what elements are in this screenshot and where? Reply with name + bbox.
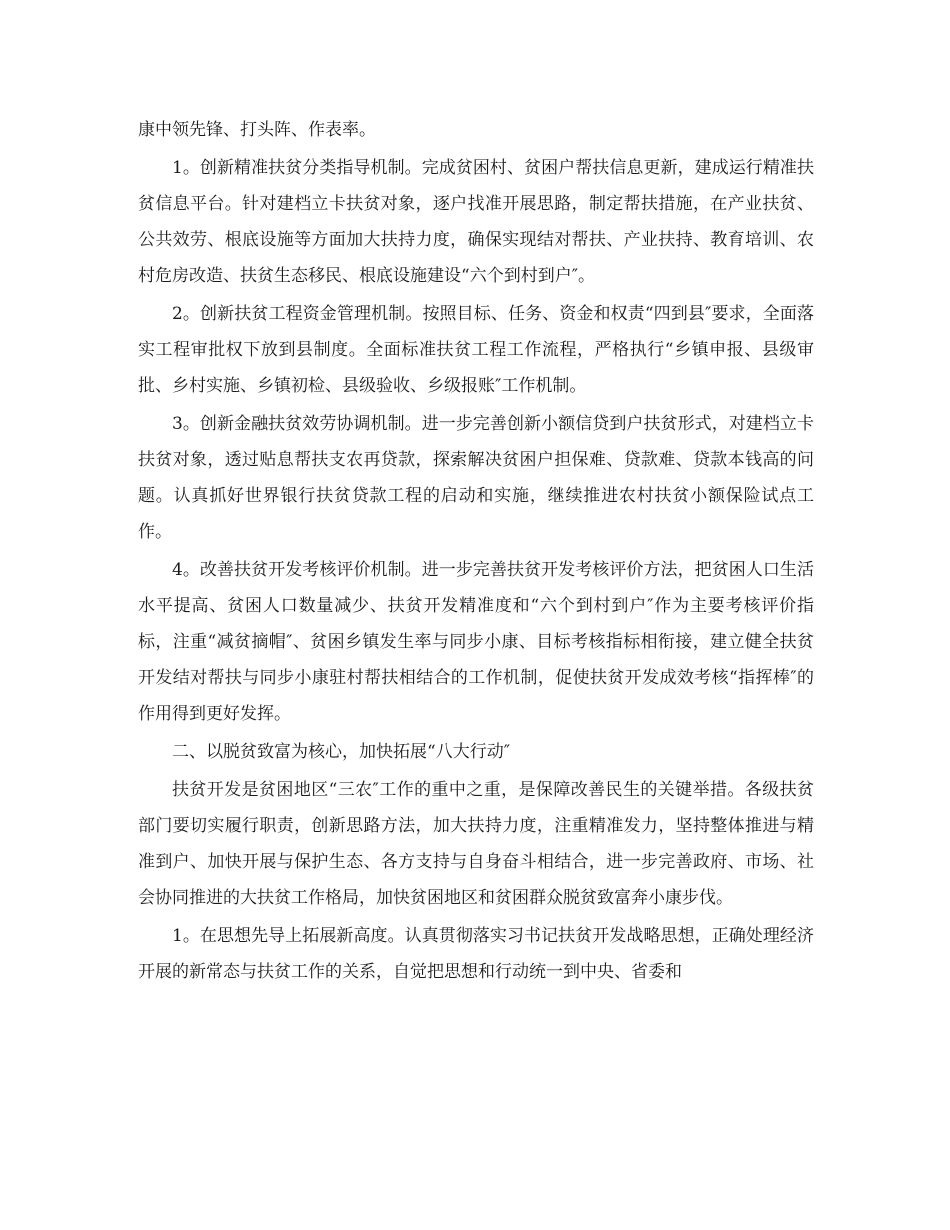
paragraph-item-4: 4。改善扶贫开发考核评价机制。进一步完善扶贫开发考核评价方法，把贫困人口生活水平提高、贫困人口数量减少、扶贫开发精准度和“六个到村到户″作为主要考核评价指标，注重“减贫摘帽″、贫困乡镇发生率与同步小康、目标考核指标相衔接，建立健全扶贫开发结对帮扶与同步小康驻村帮扶相结合的工作机制，促使扶贫开发成效考核“指挥棒″的作用得到更好发挥。 [138, 560, 814, 724]
paragraph-item-1: 1。创新精准扶贫分类指导机制。完成贫困村、贫困户帮扶信息更新，建成运行精准扶贫信息平台。针对建档立卡扶贫对象，逐户找准开展思路，制定帮扶措施，在产业扶贫、公共效劳、根底设施等方面加大扶持力度，确保实现结对帮扶、产业扶持、教育培训、农村危房改造、扶贫生态移民、根底设施建设“六个到村到户″。 [138, 158, 814, 286]
paragraph-continuation: 康中领先锋、打头阵、作表率。 [138, 120, 376, 140]
paragraph-item-2: 2。创新扶贫工程资金管理机制。按照目标、任务、资金和权责“四到县″要求，全面落实工程审批权下放到县制度。全面标准扶贫工程工作流程，严格执行“乡镇申报、县级审批、乡村实施、乡镇初检、县级验收、乡级报账″工作机制。 [138, 304, 814, 396]
document-body [138, 112, 814, 992]
paragraph-item-1b: 1。在思想先导上拓展新高度。认真贯彻落实习书记扶贫开发战略思想，正确处理经济开展的新常态与扶贫工作的关系，自觉把思想和行动统一到中央、省委和 [138, 926, 814, 982]
section-heading: 二、以脱贫致富为核心，加快拓展“八大行动″ [172, 742, 511, 762]
paragraph-item-3: 3。创新金融扶贫效劳协调机制。进一步完善创新小额信贷到户扶贫形式，对建档立卡扶贫对象，透过贴息帮扶支农再贷款，探索解决贫困户担保难、贷款难、贷款本钱高的问题。认真抓好世界银行扶贫贷款工程的启动和实施，继续推进农村扶贫小额保险试点工作。 [138, 414, 814, 542]
section-intro-paragraph: 扶贫开发是贫困地区“三农″工作的重中之重，是保障改善民生的关键举措。各级扶贫部门要切实履行职责，创新思路方法，加大扶持力度，注重精准发力，坚持整体推进与精准到户、加快开展与保护生态、各方支持与自身奋斗相结合，进一步完善政府、市场、社会协同推进的大扶贫工作格局，加快贫困地区和贫困群众脱贫致富奔小康步伐。 [138, 780, 814, 908]
